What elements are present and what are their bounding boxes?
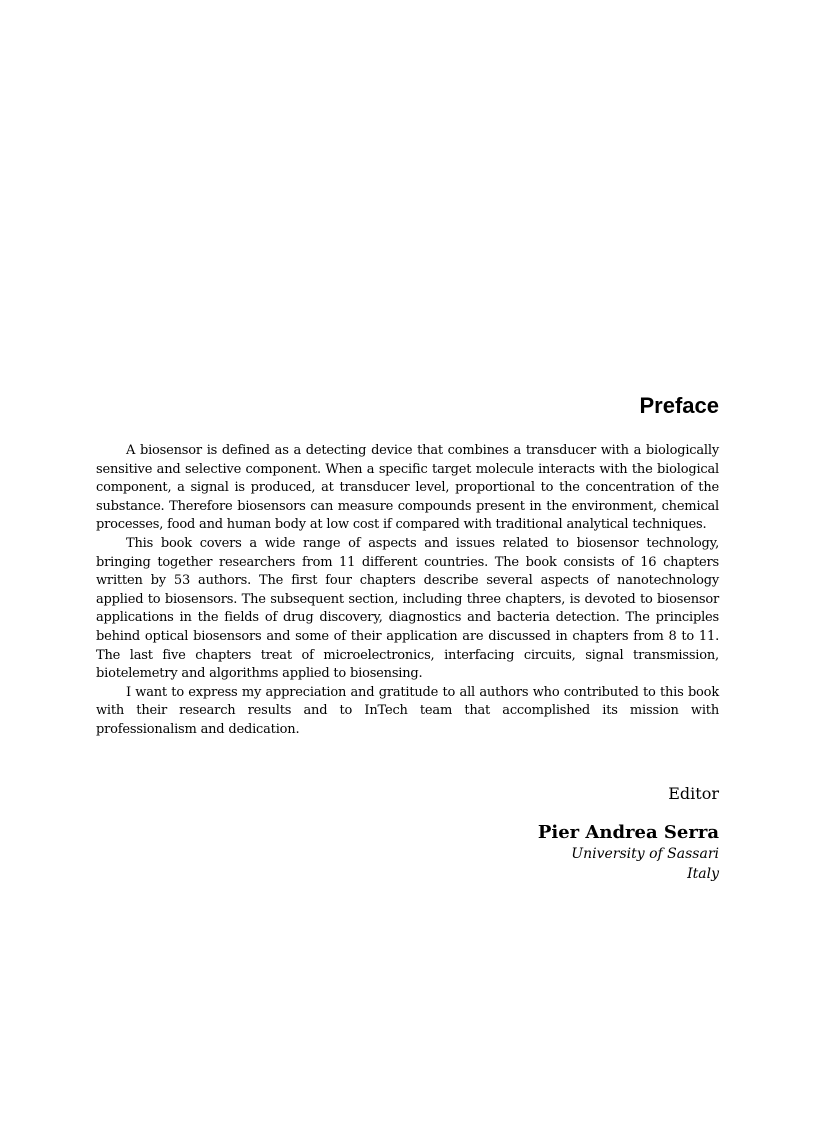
signature-block xyxy=(96,784,719,884)
editor-country: Italy xyxy=(687,865,719,882)
editor-role: Editor xyxy=(668,783,719,803)
page-title: Preface xyxy=(639,393,719,418)
paragraph-2: This book covers a wide range of aspects and issues related to biosensor technology, bringing together researchers from 11 different countries. The book consists of 16 chapters written by 53 authors. The first four chapters describe several aspects of nanotechnology applied to biosensors. The subsequent section, including three chapters, is devoted to biosensor applications in the fields of drug discovery, diagnostics and bacteria detection. The principles behind optical biosensors and some of their application are discussed in chapters from 8 to 11. The last five chapters treat of microelectronics, interfacing circuits, signal transmission, biotelemetry and algorithms applied to biosensing. xyxy=(96,535,719,682)
editor-name: Pier Andrea Serra xyxy=(537,821,719,843)
paragraph-1: A biosensor is defined as a detecting device that combines a transducer with a biologically sensitive and selective component. When a specific target molecule interacts with the biological component, a signal is produced, at transducer level, proportional to the concentration of the substance. Therefore biosensors can measure compounds present in the environment, chemical processes, food and human body at low cost if compared with traditional analytical techniques. xyxy=(96,443,719,533)
preface-body xyxy=(96,442,719,740)
paragraph-3: I want to express my appreciation and gratitude to all authors who contributed to this book with their research results and to InTech team that accomplished its mission with professionalism and dedication. xyxy=(96,684,719,737)
preface-page xyxy=(96,392,719,884)
editor-institution: University of Sassari xyxy=(571,845,719,862)
